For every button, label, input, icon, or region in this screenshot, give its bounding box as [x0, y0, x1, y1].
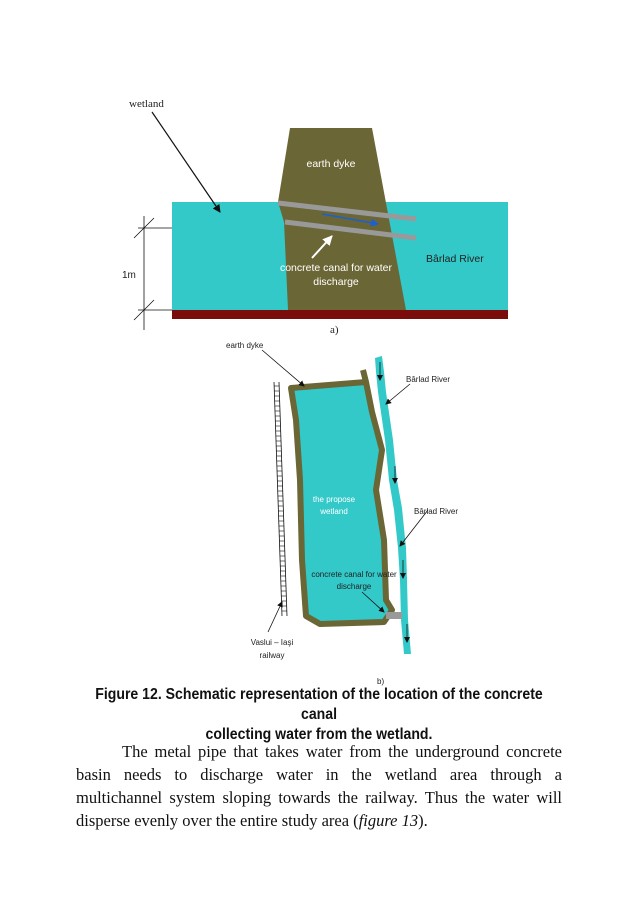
wetland-pointer-arrow — [152, 112, 220, 212]
ground-base — [172, 310, 508, 319]
label-earth-dyke-b: earth dyke — [226, 341, 264, 350]
railway-track — [274, 382, 287, 616]
panel-label-b: b) — [377, 677, 385, 686]
diagram-b-plan-view — [226, 341, 458, 686]
label-wetland-b-line1: the propose — [312, 495, 356, 504]
label-wetland-a: wetland — [129, 98, 164, 110]
caption-line-1: Figure 12. Schematic representation of the location of the concrete canal — [95, 686, 543, 723]
label-railway-line1: Vaslui – Iaşi — [250, 638, 294, 647]
figure-reference: figure 13 — [358, 811, 419, 830]
caption-line-2: collecting water from the wetland. — [205, 726, 433, 743]
pointer-earth-dyke-b — [262, 350, 304, 386]
label-river-a: Bârlad River — [426, 253, 484, 265]
label-canal-b-line2: discharge — [336, 582, 372, 591]
label-river-top-b: Bârlad River — [406, 375, 451, 384]
figure-caption — [91, 685, 547, 745]
paragraph-text: The metal pipe that takes water from the underground concrete basin needs to discharge water in the wetland area through a multichannel system sloping towards the railway. Thus the water will disperse evenly over the entire study area ( — [76, 742, 562, 830]
paragraph-text-end: ). — [418, 811, 428, 830]
label-river-mid-b: Bârlad River — [414, 507, 459, 516]
dyke-river-junction — [363, 370, 366, 382]
body-paragraph — [76, 740, 562, 832]
diagram-a-cross-section — [122, 98, 508, 336]
label-canal-a-line2: discharge — [313, 276, 359, 288]
discharge-canal-b — [386, 612, 402, 619]
label-scale-1m: 1m — [122, 270, 136, 281]
pointer-railway — [268, 602, 282, 632]
panel-label-a: a) — [330, 324, 339, 336]
label-canal-b-line1: concrete canal for water — [311, 570, 397, 579]
label-wetland-b-line2: wetland — [320, 507, 348, 516]
label-earth-dyke-a: earth dyke — [306, 158, 356, 170]
pointer-river-top — [386, 384, 410, 404]
river-water-bank — [404, 230, 508, 310]
label-railway-line2: railway — [259, 651, 285, 660]
label-canal-a-line1: concrete canal for water — [279, 262, 393, 274]
